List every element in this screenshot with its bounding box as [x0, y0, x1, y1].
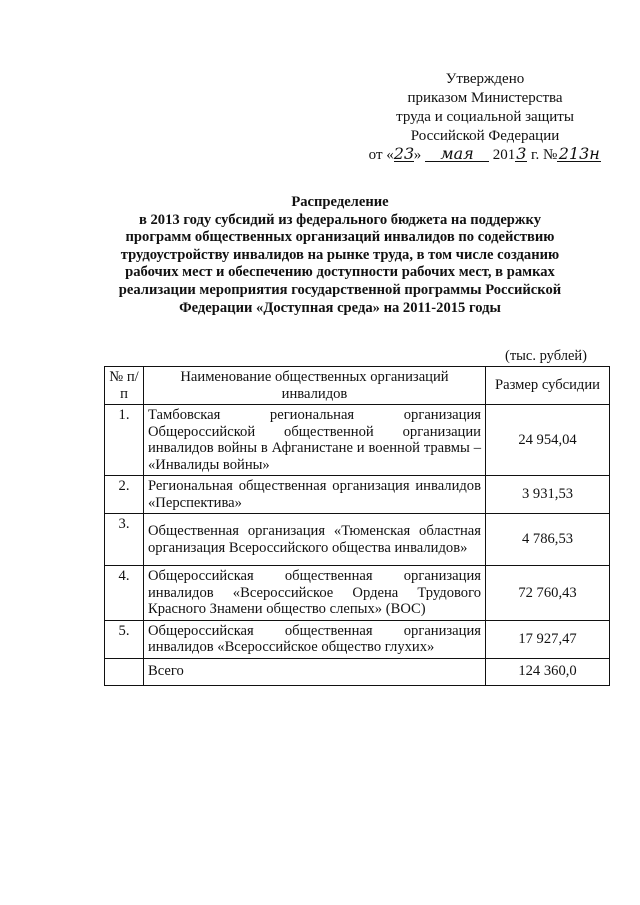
row-org-name: Общественная организация «Тюменская областная организация Всероссийского общества инвалидов»	[144, 514, 486, 566]
table-row	[105, 476, 610, 514]
table-header-row	[105, 367, 610, 405]
row-amount: 17 927,47	[486, 620, 610, 658]
title-line: Федерации «Доступная среда» на 2011-2015 годы	[179, 299, 501, 316]
year-suffix: г. №	[527, 147, 558, 163]
handwritten-order-number: 213н	[558, 144, 600, 163]
total-label: Всего	[144, 658, 486, 685]
title-line: рабочих мест и обеспечению доступности рабочих мест, в рамках	[125, 264, 555, 281]
title-line: в 2013 году субсидий из федерального бюджета на поддержку	[138, 211, 541, 228]
total-num	[105, 658, 144, 685]
date-prefix: от «	[368, 147, 394, 163]
table-row	[105, 514, 610, 566]
year-prefix: 201	[492, 147, 516, 163]
table-row	[105, 405, 610, 476]
document-title	[100, 194, 580, 317]
col-header-name: Наименование общественных организаций инвалидов	[144, 367, 486, 405]
handwritten-month: мая	[425, 146, 489, 162]
row-num: 5.	[105, 620, 144, 658]
row-org-name: Общероссийская общественная организация инвалидов «Всероссийское Ордена Трудового Красного Знамени общество слепых» (ВОС)	[144, 566, 486, 621]
table-total-row	[105, 658, 610, 685]
row-org-name: Общероссийская общественная организация инвалидов «Всероссийское общество глухих»	[144, 620, 486, 658]
units-label: (тыс. рублей)	[505, 348, 587, 364]
table-row	[105, 620, 610, 658]
handwritten-day: 23	[393, 144, 415, 163]
table-row	[105, 566, 610, 621]
total-amount: 124 360,0	[486, 658, 610, 685]
row-amount: 3 931,53	[486, 476, 610, 514]
approval-line: Российской Федерации	[410, 128, 560, 144]
approval-block	[360, 70, 610, 165]
row-num: 2.	[105, 476, 144, 514]
row-num: 1.	[105, 405, 144, 476]
row-org-name: Тамбовская региональная организация Общероссийской общественной организации инвалидов войны в Афганистане и военной травмы – «Инвалиды войны»	[144, 405, 486, 476]
subsidy-table	[104, 366, 610, 686]
col-header-num: № п/п	[105, 367, 144, 405]
date-close: »	[413, 147, 422, 163]
title-line: трудоустройству инвалидов на рынке труда, в том числе созданию	[120, 246, 560, 263]
row-amount: 24 954,04	[486, 405, 610, 476]
title-line: программ общественных организаций инвалидов по содействию	[125, 229, 555, 246]
title-line: Распределение	[291, 194, 389, 210]
approval-line: труда и социальной защиты	[396, 109, 574, 125]
approval-line: Утверждено	[445, 71, 525, 87]
handwritten-year-digit: 3	[516, 144, 527, 163]
row-amount: 4 786,53	[486, 514, 610, 566]
row-num: 4.	[105, 566, 144, 621]
row-amount: 72 760,43	[486, 566, 610, 621]
order-date-line	[360, 146, 610, 165]
col-header-amount: Размер субсидии	[486, 367, 610, 405]
row-org-name: Региональная общественная организация инвалидов «Перспектива»	[144, 476, 486, 514]
approval-line: приказом Министерства	[407, 90, 563, 106]
row-num: 3.	[105, 514, 144, 566]
title-line: реализации мероприятия государственной программы Российской	[118, 281, 562, 298]
